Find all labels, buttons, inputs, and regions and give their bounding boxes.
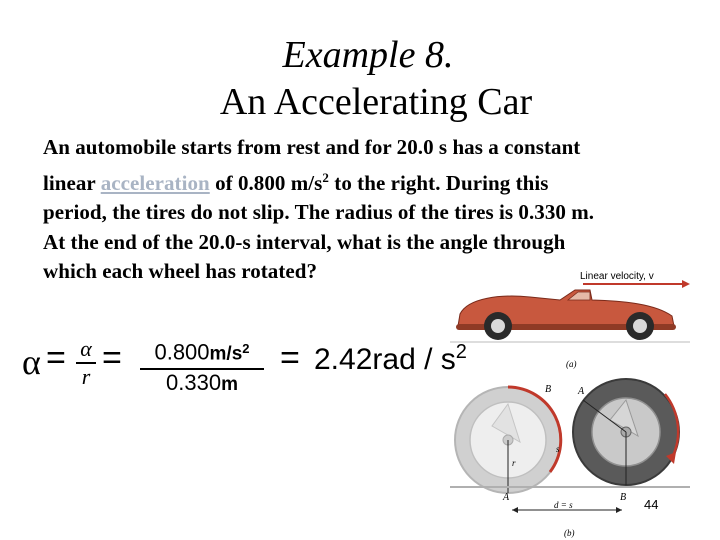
problem-line-2-sup: 2 — [322, 169, 329, 185]
equation — [22, 336, 467, 396]
fraction-numeric-den — [140, 371, 264, 398]
label-B-top: B — [545, 384, 552, 395]
page-number: 44 — [644, 497, 659, 512]
problem-line-2-pre: linear — [43, 170, 101, 195]
num-unit: m/s — [209, 343, 243, 365]
label-a: (a) — [566, 359, 577, 369]
label-r: r — [512, 458, 516, 468]
problem-statement — [43, 133, 703, 287]
den-unit: m — [221, 374, 238, 396]
velocity-arrow-head — [682, 280, 690, 288]
equals-sign-1: = — [46, 339, 66, 377]
problem-line-1: An automobile starts from rest and for 20.0 s has a constant — [43, 135, 581, 159]
problem-line-2 — [43, 163, 703, 199]
fraction-numeric-num — [140, 337, 264, 367]
problem-line-5: which each wheel has rotated? — [43, 259, 318, 283]
equation-lhs: α — [22, 342, 41, 382]
fraction-symbolic-num: α — [80, 336, 92, 361]
problem-line-2-mid: of 0.800 m/s — [209, 170, 323, 195]
problem-line-2-post: to the right. During this — [328, 170, 549, 195]
problem-line-3: period, the tires do not slip. The radius of the tires is 0.330 m. — [43, 200, 595, 224]
result-sup: 2 — [455, 341, 467, 363]
sports-car — [456, 290, 676, 340]
fraction-numeric — [140, 337, 264, 398]
num-value: 0.800 — [154, 339, 210, 365]
equation-result — [314, 341, 467, 377]
result-unit: rad / s — [372, 343, 456, 376]
example-subtitle: An Accelerating Car — [219, 81, 533, 123]
problem-line-4: At the end of the 20.0-s interval, what is the angle through — [43, 229, 566, 254]
label-b: (b) — [564, 528, 575, 538]
equals-sign-3: = — [280, 339, 300, 377]
label-A-top: A — [578, 386, 585, 397]
label-s: s — [556, 444, 560, 454]
acceleration-link[interactable]: acceleration — [100, 170, 210, 195]
label-A-bottom: A — [503, 492, 510, 503]
equals-sign-2: = — [102, 339, 122, 377]
example-title: Example 8. — [282, 34, 454, 76]
velocity-label: Linear velocity, v — [580, 271, 654, 282]
fraction-symbolic-den: r — [81, 364, 91, 389]
den-value: 0.330 — [166, 370, 222, 396]
num-sup: 2 — [242, 341, 250, 356]
label-B-bottom: B — [620, 492, 627, 503]
result-value: 2.42 — [314, 343, 373, 376]
fraction-symbolic — [76, 337, 96, 389]
label-d: d = s — [554, 500, 573, 510]
